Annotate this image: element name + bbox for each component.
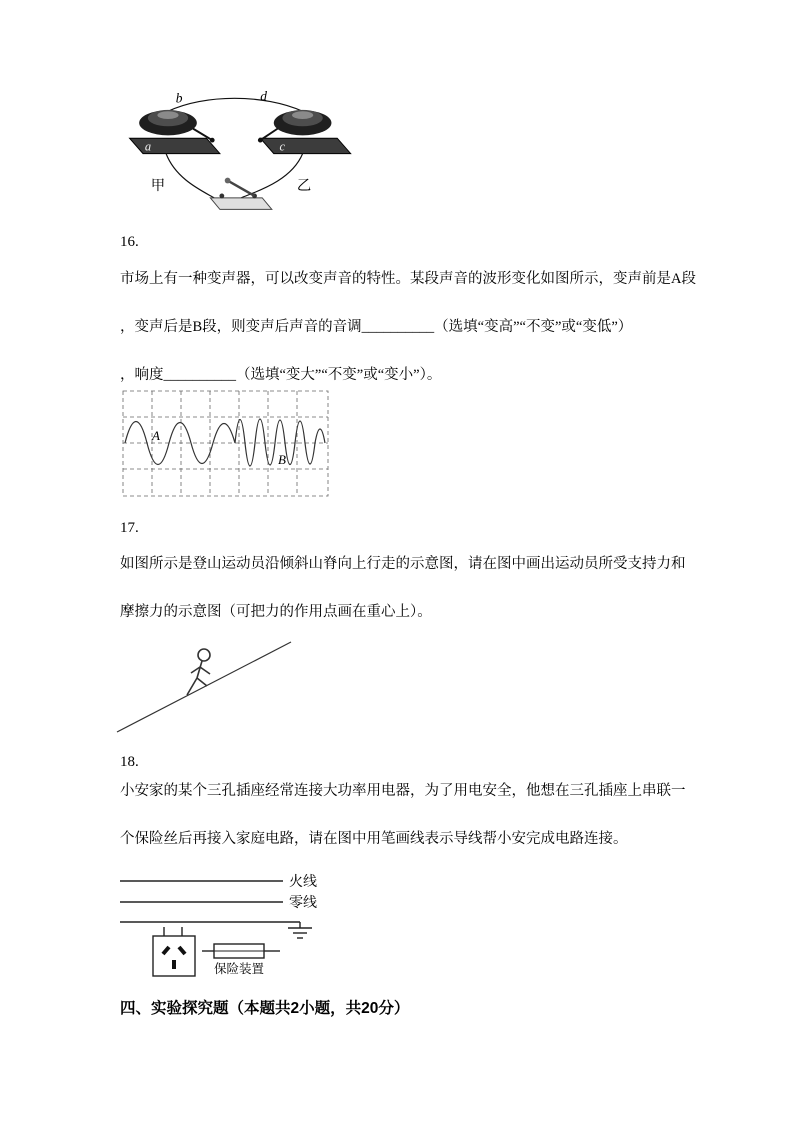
wire-left-to-switch [166, 154, 214, 198]
wire-right-to-switch [241, 154, 303, 198]
waveform-grid [123, 391, 328, 496]
question-16-number: 16. [120, 234, 139, 250]
question-17-text [120, 540, 686, 636]
bell-label-b: b [175, 90, 183, 106]
incline-figure [115, 636, 295, 736]
question-17-line-1: 如图所示是登山运动员沿倾斜山脊向上行走的示意图，请在图中画出运动员所受支持力和 [120, 556, 686, 572]
question-16-line-3: ，响度__________（选填“变大”“不变”或“变小”）。 [120, 367, 442, 383]
question-16-line-2: ，变声后是B段，则变声后声音的音调__________（选填“变高”“不变”或“变低”） [120, 319, 633, 335]
section-heading: 四、实验探究题（本题共2小题，共20分） [120, 1000, 410, 1017]
wave-a-label: A [152, 428, 160, 443]
bell-label-yi: 乙 [296, 178, 312, 195]
bell-label-d: d [260, 90, 268, 104]
fuse-device [202, 944, 280, 958]
question-18-line-2: 个保险丝后再接入家庭电路，请在图中用笔画线表示导线帮小安完成电路连接。 [120, 831, 628, 847]
knife-switch [210, 178, 272, 210]
circuit-figure [118, 870, 368, 992]
incline-line [117, 642, 291, 732]
question-16-text [120, 255, 696, 399]
waveform-figure [122, 390, 329, 497]
question-18-number: 18. [120, 754, 139, 770]
question-16-line-1: 市场上有一种变声器，可以改变声音的特性。某段声音的波形变化如图所示，变声前是A段 [120, 271, 696, 287]
neutral-wire-label: 零线 [289, 896, 317, 911]
ground-symbol [288, 922, 312, 938]
question-18-text [120, 767, 686, 863]
bell-label-a: a [144, 139, 152, 154]
bell-label-jia: 甲 [150, 178, 166, 195]
question-17-number: 17. [120, 520, 139, 536]
bell-left [130, 110, 220, 154]
fuse-label: 保险装置 [214, 962, 265, 976]
bell-top-wire [168, 98, 303, 111]
wave-b-label: B [278, 452, 286, 467]
stick-figure-climber [187, 649, 210, 695]
three-hole-socket [153, 927, 195, 976]
bell-right [258, 110, 351, 154]
bell-label-c: c [279, 139, 286, 154]
electric-bells-figure [118, 90, 368, 223]
live-wire-label: 火线 [289, 875, 317, 890]
question-18-line-1: 小安家的某个三孔插座经常连接大功率用电器，为了用电安全，他想在三孔插座上串联一 [120, 783, 686, 799]
question-17-line-2: 摩擦力的示意图（可把力的作用点画在重心上）。 [120, 604, 432, 620]
